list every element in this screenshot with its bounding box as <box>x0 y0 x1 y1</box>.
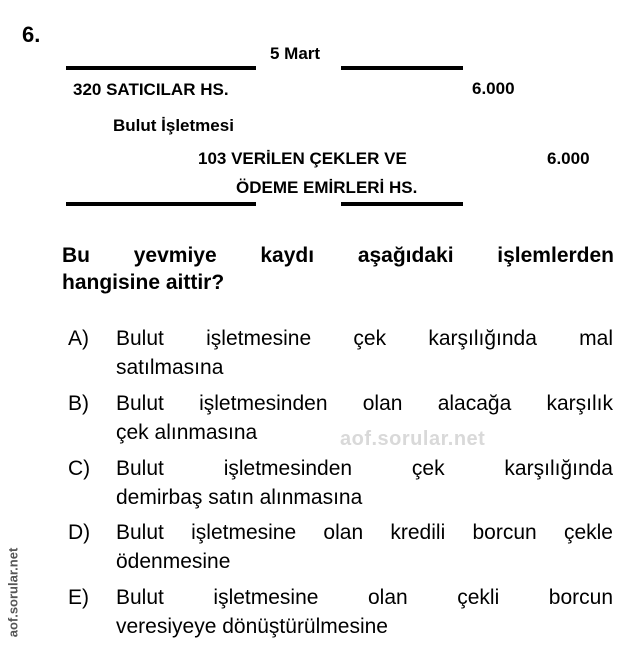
option-text: Bulut işletmesinden olan alacağa karşılık çek alınmasına <box>116 392 613 444</box>
side-watermark: aof.sorular.net <box>5 547 21 638</box>
option-letter: E) <box>68 586 89 609</box>
question-line1: Bu yevmiye kaydı aşağıdaki işlemlerden <box>62 244 614 267</box>
debit-account: 320 SATICILAR HS. <box>73 80 229 99</box>
journal-top-right-line <box>341 66 463 70</box>
question-number: 6. <box>22 22 41 47</box>
option-letter: C) <box>68 457 91 480</box>
option-letter: B) <box>68 392 89 415</box>
journal-bottom-left-line <box>66 202 256 206</box>
option-text: Bulut işletmesine olan çekli borcun veresiyeye dönüştürülmesine <box>116 586 613 638</box>
question-line2: hangisine aittir? <box>62 271 225 294</box>
journal-top-left-line <box>66 66 256 70</box>
question-text <box>62 242 614 296</box>
credit-account-line1: 103 VERİLEN ÇEKLER VE <box>198 149 407 168</box>
credit-amount: 6.000 <box>547 149 590 168</box>
debit-amount: 6.000 <box>472 79 515 98</box>
option-letter: A) <box>68 327 89 350</box>
option-text: Bulut işletmesinden çek karşılığında demirbaş satın alınmasına <box>116 457 613 509</box>
journal-date: 5 Mart <box>270 44 321 63</box>
watermark: aof.sorular.net <box>340 428 486 450</box>
debit-subaccount: Bulut İşletmesi <box>113 116 234 135</box>
journal-bottom-right-line <box>341 202 463 206</box>
credit-account-line2: ÖDEME EMİRLERİ HS. <box>236 178 418 197</box>
option-letter: D) <box>68 521 91 544</box>
option-text: Bulut işletmesine olan kredili borcun çekle ödenmesine <box>116 521 613 573</box>
option-text: Bulut işletmesine çek karşılığında mal satılmasına <box>116 327 613 379</box>
